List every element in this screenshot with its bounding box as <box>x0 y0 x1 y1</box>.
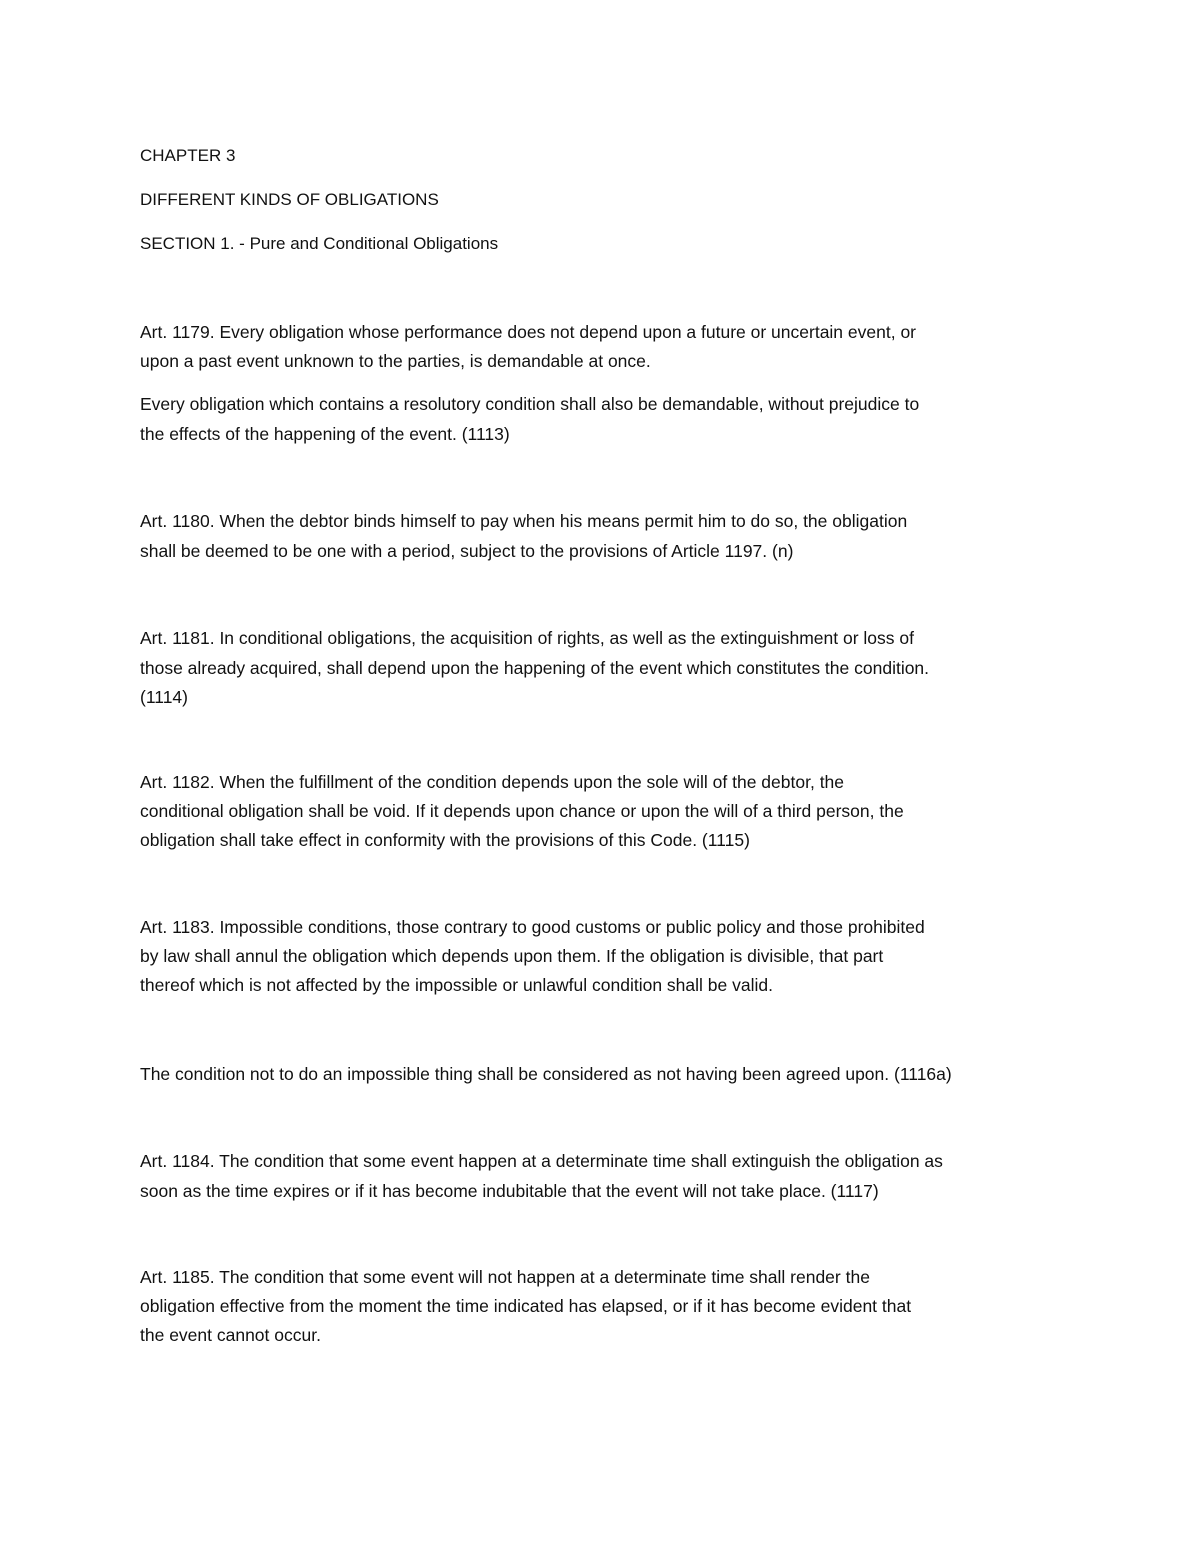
art-1183-line-1: Art. 1183. Impossible conditions, those contrary to good customs or public policy and those prohibited <box>140 917 925 937</box>
art-1184-line-2: soon as the time expires or if it has become indubitable that the event will not take place. (1117) <box>140 1181 879 1201</box>
art-1185-line-3: the event cannot occur. <box>140 1325 321 1345</box>
document-title: DIFFERENT KINDS OF OBLIGATIONS <box>140 190 439 209</box>
section-heading: SECTION 1. - Pure and Conditional Obligations <box>140 234 499 253</box>
art-1179-line-2: upon a past event unknown to the parties, is demandable at once. <box>140 351 651 371</box>
art-1185-line-2: obligation effective from the moment the time indicated has elapsed, or if it has become evident that <box>140 1296 912 1316</box>
art-1182-line-2: conditional obligation shall be void. If it depends upon chance or upon the will of a third person, the <box>140 801 904 821</box>
art-1181-line-2: those already acquired, shall depend upon the happening of the event which constitutes the condition. <box>140 658 930 678</box>
art-1183-line-2: by law shall annul the obligation which depends upon them. If the obligation is divisible, that part <box>140 946 884 966</box>
art-1184-line-1: Art. 1184. The condition that some event happen at a determinate time shall extinguish the obligation as <box>140 1151 943 1171</box>
art-1179-line-1: Art. 1179. Every obligation whose performance does not depend upon a future or uncertain event, or <box>140 322 916 342</box>
art-1183-line-3: thereof which is not affected by the impossible or unlawful condition shall be valid. <box>140 975 773 995</box>
art-1180-line-1: Art. 1180. When the debtor binds himself to pay when his means permit him to do so, the obligation <box>140 511 908 531</box>
art-1185-line-1: Art. 1185. The condition that some event will not happen at a determinate time shall render the <box>140 1267 870 1287</box>
art-1179-p2-line-2: the effects of the happening of the event. (1113) <box>140 424 510 444</box>
art-1182-line-3: obligation shall take effect in conformity with the provisions of this Code. (1115) <box>140 830 750 850</box>
art-1181-line-1: Art. 1181. In conditional obligations, the acquisition of rights, as well as the extinguishment or loss of <box>140 628 914 648</box>
art-1179-p2-line-1: Every obligation which contains a resolutory condition shall also be demandable, without prejudice to <box>140 394 920 414</box>
art-1180-line-2: shall be deemed to be one with a period, subject to the provisions of Article 1197. (n) <box>140 541 794 561</box>
art-1181-line-3: (1114) <box>140 687 188 707</box>
art-1183-p2-line-1: The condition not to do an impossible thing shall be considered as not having been agreed upon. (1116a) <box>140 1064 952 1084</box>
chapter-heading: CHAPTER 3 <box>140 146 236 165</box>
art-1182-line-1: Art. 1182. When the fulfillment of the condition depends upon the sole will of the debtor, the <box>140 772 845 792</box>
